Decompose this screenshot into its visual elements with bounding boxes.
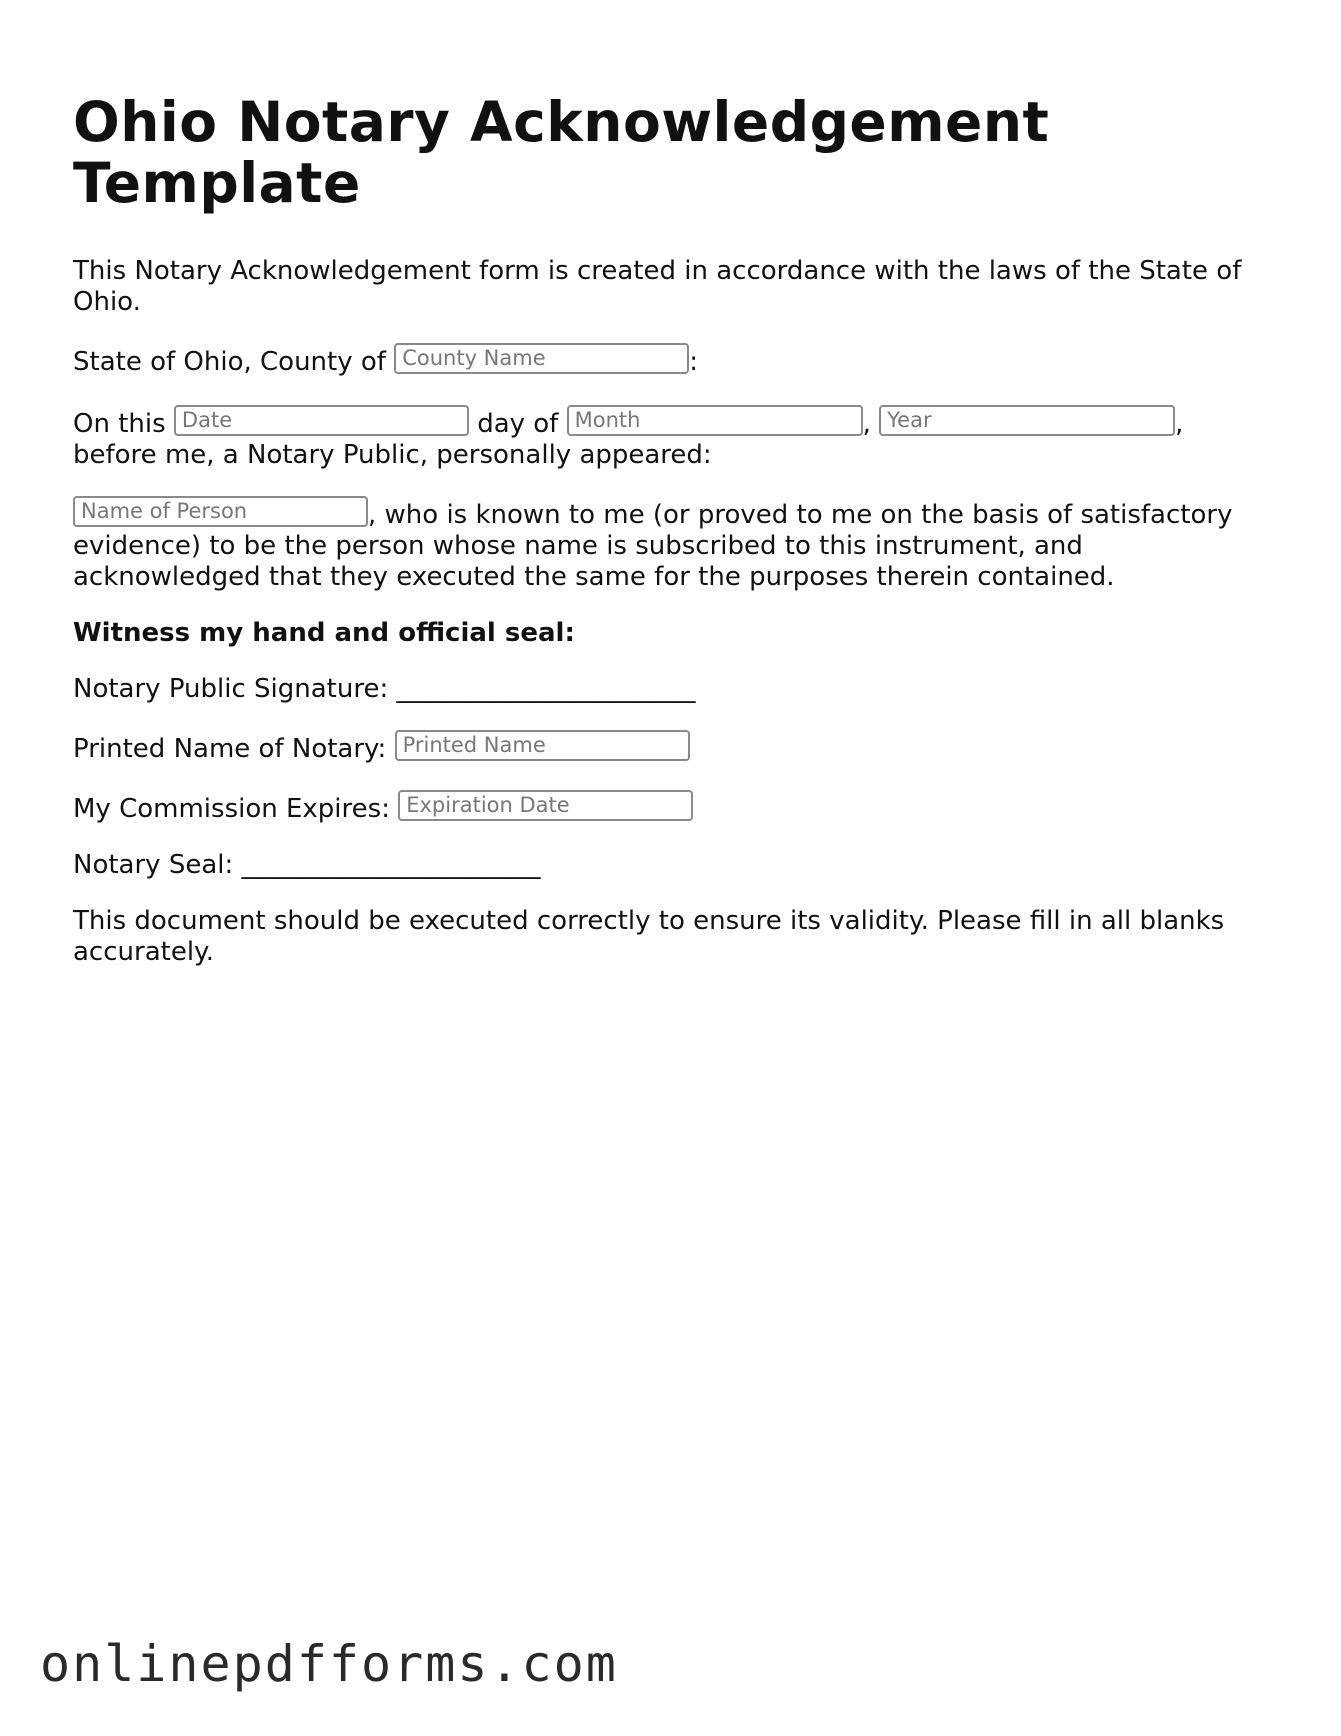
county-prefix: State of Ohio, County of <box>73 347 386 377</box>
printed-name-field[interactable]: Printed Name <box>395 730 690 761</box>
year-field[interactable]: Year <box>879 405 1175 436</box>
watermark-logo: onlinepdfforms.com <box>40 1635 618 1693</box>
date-field[interactable]: Date <box>174 405 469 436</box>
intro-paragraph: This Notary Acknowledgement form is created in accordance with the laws of the State of Ohio. <box>73 256 1242 317</box>
witness-heading: Witness my hand and official seal: <box>73 618 575 648</box>
closing-paragraph: This document should be executed correctly to ensure its validity. Please fill in all blanks accurately. <box>73 906 1225 967</box>
date-line <box>73 405 1273 471</box>
seal-blank[interactable]: _______________________ <box>241 850 541 880</box>
day-of-text: day of <box>477 409 559 439</box>
county-name-field[interactable]: County Name <box>394 343 689 374</box>
signature-label: Notary Public Signature: <box>73 674 389 704</box>
seal-line <box>73 850 1273 881</box>
person-paragraph <box>73 496 1273 593</box>
commission-label: My Commission Expires: <box>73 794 390 824</box>
printed-name-label: Printed Name of Notary: <box>73 734 387 764</box>
printed-name-line <box>73 730 1273 765</box>
signature-blank[interactable]: _______________________ <box>396 674 696 704</box>
date-prefix: On this <box>73 409 166 439</box>
seal-label: Notary Seal: <box>73 850 234 880</box>
person-name-field[interactable]: Name of Person <box>73 496 368 527</box>
person-statement: , who is known to me (or proved to me on the basis of satisfactory evidence) to be the person whose name is subscribed to this instrument, and acknowledged that they executed the same for the purposes therein contained. <box>73 500 1233 592</box>
expiration-date-field[interactable]: Expiration Date <box>398 790 693 821</box>
date-comma-2: , <box>1175 409 1184 439</box>
commission-line <box>73 790 1273 825</box>
month-field[interactable]: Month <box>567 405 863 436</box>
signature-line <box>73 674 1273 705</box>
page-title: Ohio Notary Acknowledgement Template <box>73 90 1050 215</box>
appeared-text: before me, a Notary Public, personally appeared: <box>73 440 712 470</box>
date-comma-1: , <box>862 409 871 439</box>
document-page <box>73 92 1273 968</box>
county-line <box>73 343 1273 378</box>
county-suffix: : <box>689 347 698 377</box>
